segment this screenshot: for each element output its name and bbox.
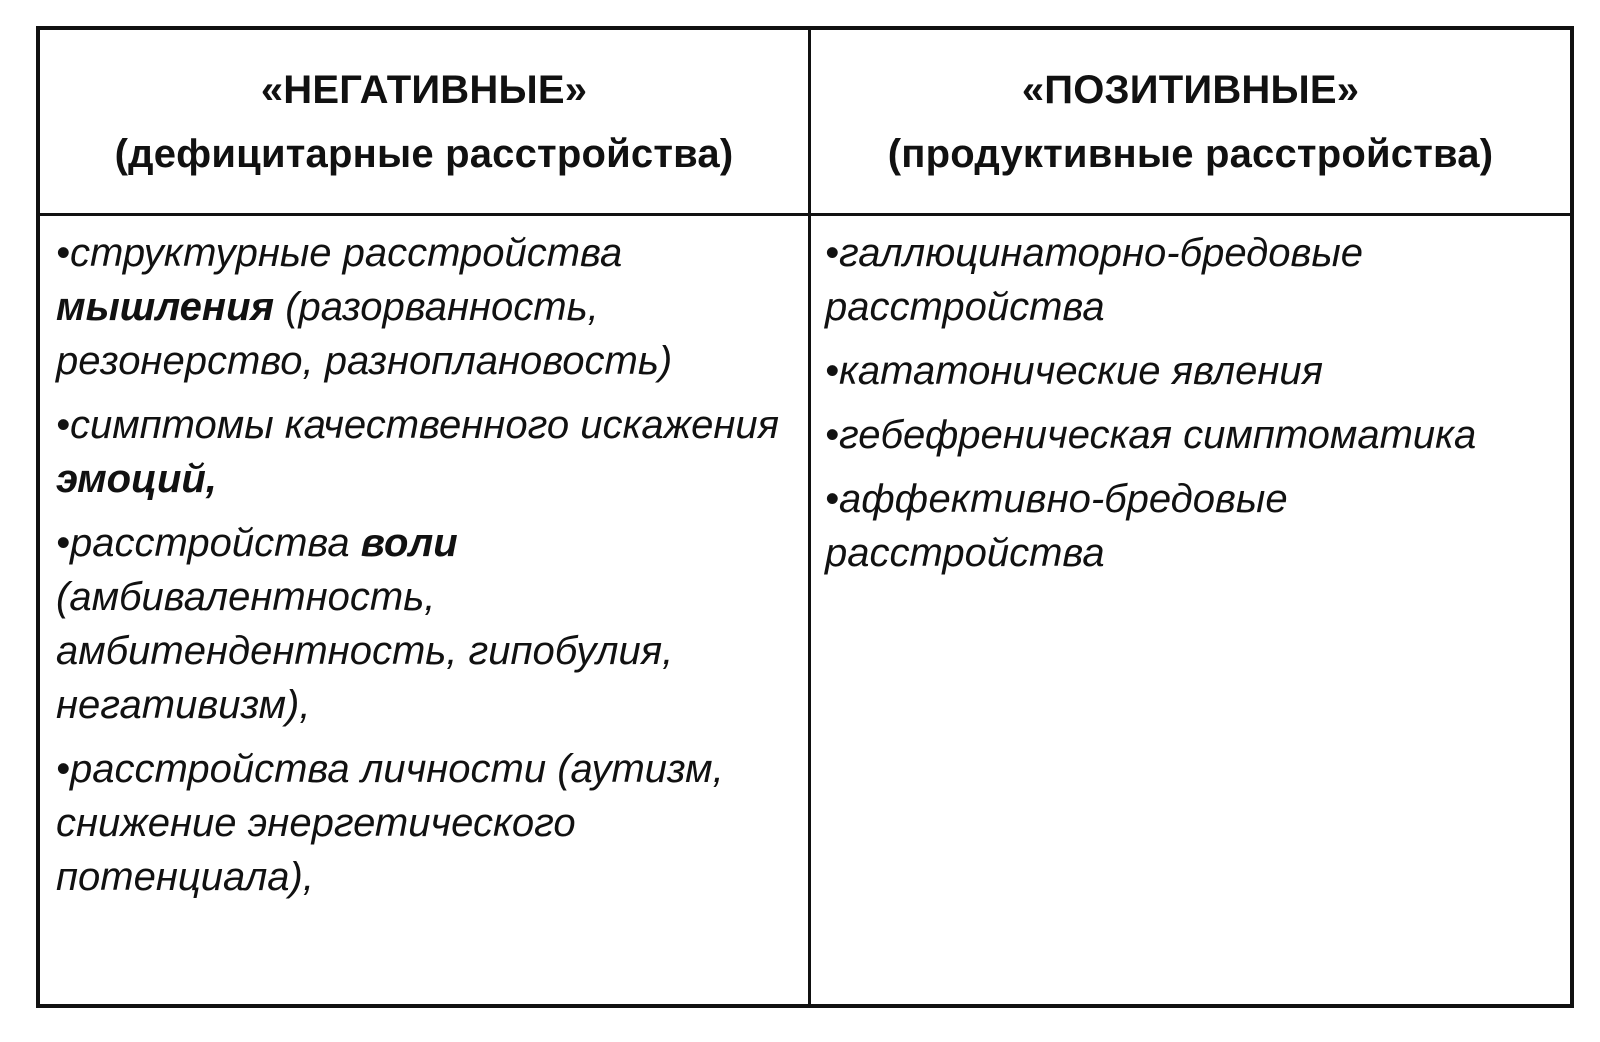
- list-item: •галлюцинаторно-бредовые расстройства: [825, 231, 1364, 329]
- header-positive-title: «ПОЗИТИВНЫЕ»: [1021, 67, 1360, 112]
- list-item: •структурные расстройства мышления (разорванность, резонерство, разноплановость): [56, 231, 673, 383]
- comparison-table: [36, 26, 1574, 1008]
- list-item: •расстройства личности (аутизм, снижение энергетического потенциала),: [56, 747, 724, 899]
- header-negative-subtitle: (дефицитарные расстройства): [114, 131, 734, 176]
- list-item: •кататонические явления: [825, 349, 1323, 393]
- header-negative-title: «НЕГАТИВНЫЕ»: [260, 67, 588, 112]
- header-positive-subtitle: (продуктивные расстройства): [887, 131, 1494, 176]
- list-item: •симптомы качественного искажения эмоций,: [56, 403, 779, 501]
- header-negative: [40, 30, 808, 213]
- positive-symptoms-list: [811, 216, 1570, 1004]
- list-item: •аффективно-бредовые расстройства: [825, 477, 1288, 575]
- header-positive: [811, 30, 1570, 213]
- negative-symptoms-list: [40, 216, 808, 1004]
- list-item: •расстройства воли (амбивалентность, амбитендентность, гипобулия, негативизм),: [56, 521, 674, 727]
- list-item: •гебефреническая симптоматика: [825, 413, 1477, 457]
